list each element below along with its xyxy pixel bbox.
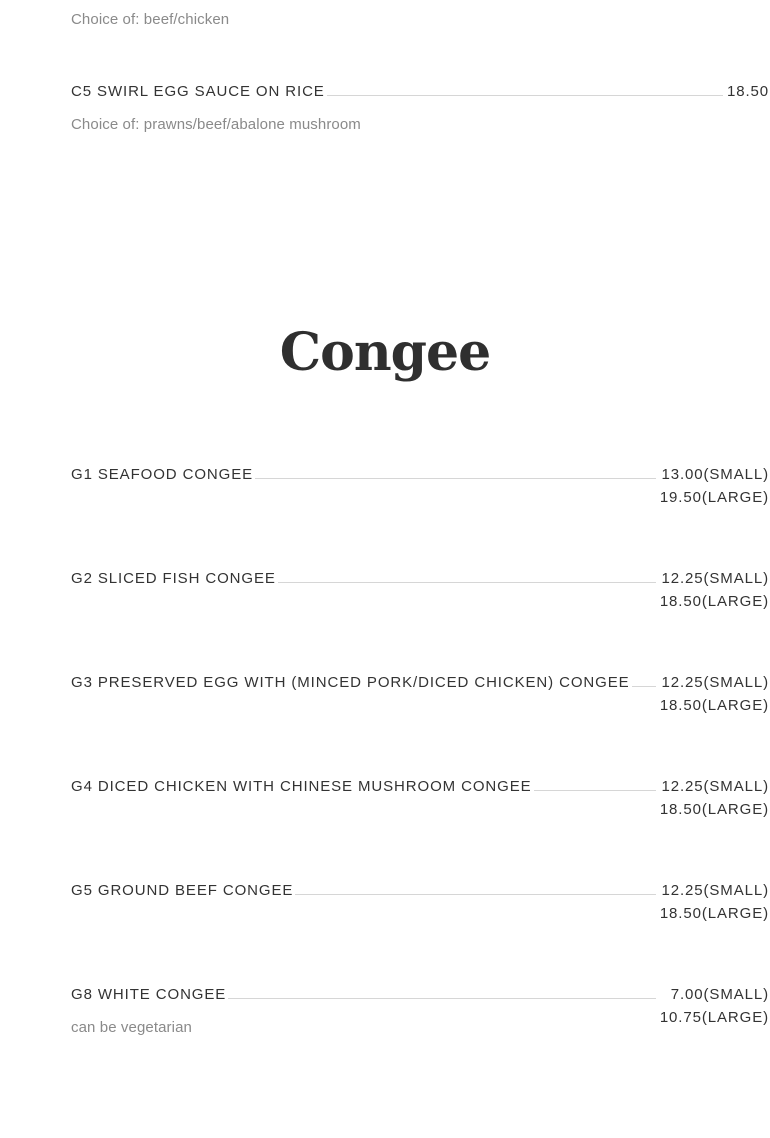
item-prices [660, 567, 769, 613]
section-title: Congee [279, 322, 491, 383]
price-small: 12.25(SMALL) [661, 570, 769, 587]
item-description: Choice of: prawns/beef/abalone mushroom [71, 116, 361, 133]
price-small: 13.00(SMALL) [661, 466, 769, 483]
item-prices [660, 671, 769, 717]
item-name: G4 DICED CHICKEN WITH CHINESE MUSHROOM CONGEE [71, 778, 532, 795]
dotted-leader [278, 567, 656, 583]
item-prices [660, 983, 769, 1029]
dotted-leader [534, 775, 656, 791]
price-large: 18.50(LARGE) [659, 801, 769, 818]
price-large: 18.50(LARGE) [659, 905, 769, 922]
item-prices [660, 879, 769, 925]
menu-item-g5 [71, 879, 769, 925]
menu-item-g4 [71, 775, 769, 821]
menu-item-c5 [71, 80, 769, 103]
price-small: 12.25(SMALL) [661, 674, 769, 691]
dotted-leader [295, 879, 656, 895]
price-small: 7.00(SMALL) [670, 986, 769, 1003]
menu-item-g1 [71, 463, 769, 509]
item-description: Choice of: beef/chicken [71, 11, 230, 28]
menu-item-g2 [71, 567, 769, 613]
item-name: G1 SEAFOOD CONGEE [71, 466, 253, 483]
dotted-leader [327, 80, 723, 96]
item-note: can be vegetarian [71, 1019, 192, 1036]
item-name: G3 PRESERVED EGG WITH (MINCED PORK/DICED CHICKEN) CONGEE [71, 674, 630, 691]
price-small: 12.25(SMALL) [661, 778, 769, 795]
price-large: 10.75(LARGE) [659, 1009, 769, 1026]
item-price [727, 80, 769, 103]
dotted-leader [228, 983, 656, 999]
dotted-leader [255, 463, 656, 479]
item-name: G2 SLICED FISH CONGEE [71, 570, 276, 587]
menu-item-g3 [71, 671, 769, 717]
price-large: 19.50(LARGE) [659, 489, 769, 506]
item-name: C5 SWIRL EGG SAUCE ON RICE [71, 83, 325, 100]
item-name: G5 GROUND BEEF CONGEE [71, 882, 294, 899]
price-large: 18.50(LARGE) [659, 697, 769, 714]
item-prices [660, 775, 769, 821]
price-value: 18.50 [726, 83, 769, 100]
item-name: G8 WHITE CONGEE [71, 986, 227, 1003]
price-large: 18.50(LARGE) [659, 593, 769, 610]
item-prices [660, 463, 769, 509]
price-small: 12.25(SMALL) [661, 882, 769, 899]
dotted-leader [632, 671, 656, 687]
